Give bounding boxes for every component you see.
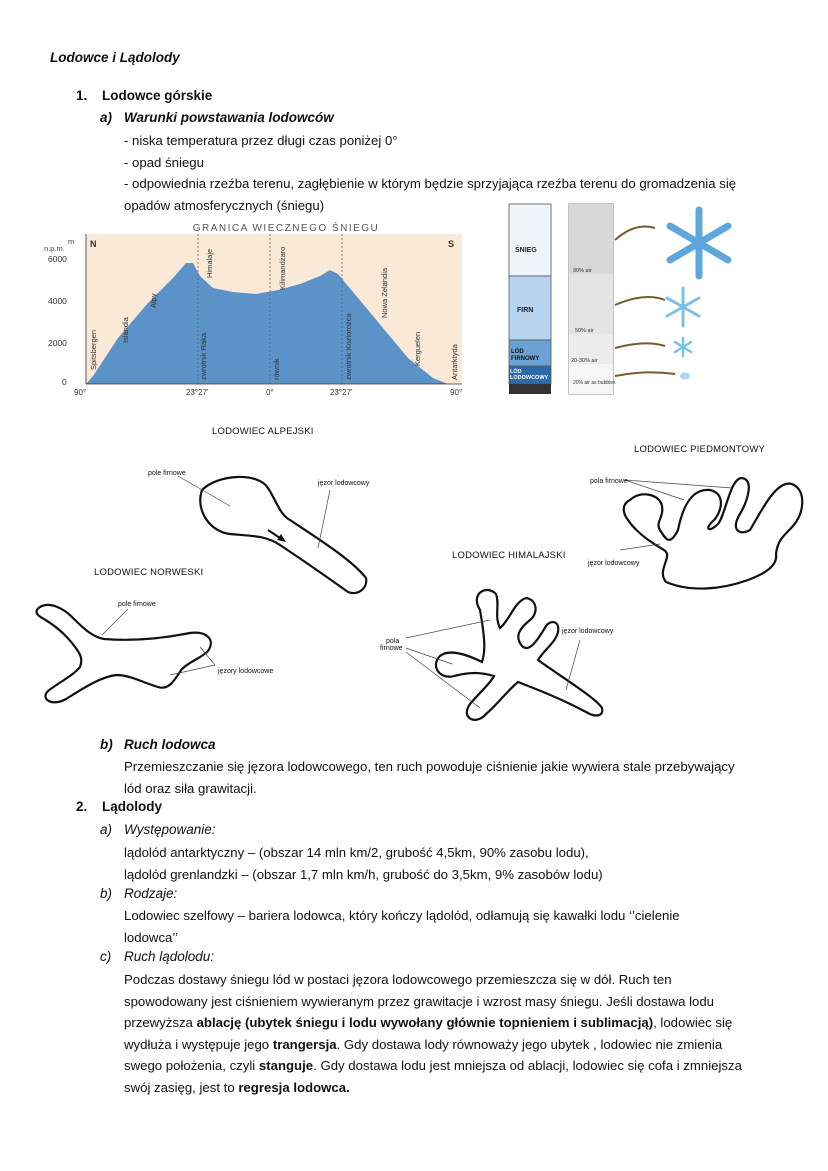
himalayan-glacier-title: LODOWIEC HIMALAJSKI [452, 550, 566, 561]
x-tick: 0° [266, 388, 274, 397]
piedmont-glacier-diagram [600, 470, 820, 600]
place-label: Himalaje [205, 248, 214, 278]
norwegian-tongues-label: jęzory lodowcowe [218, 668, 274, 675]
air-percent: 90% air [573, 268, 592, 274]
subsection-2a-letter: a) [100, 822, 113, 837]
himalayan-firn-fields-label: pola firnowe [380, 638, 403, 652]
place-label: zwrotnik Koziorożca [344, 313, 353, 380]
condition-item: - opad śniegu [124, 154, 204, 170]
himalayan-tongue-label: jęzor lodowcowy [562, 628, 614, 635]
section-1-number: 1. [76, 88, 88, 103]
piedmont-tongue-label: jęzor lodowcowy [588, 560, 640, 567]
types-text: Lodowiec szelfowy – bariera lodowca, który kończy lądolód, odłamują się kawałki lodu ‘’cielenie lodowca’’ [124, 908, 680, 945]
section-1-heading [76, 88, 212, 103]
arrow-icon [615, 227, 655, 241]
condition-item: opadów atmosferycznych (śniegu) [124, 197, 325, 213]
place-label: Islandia [121, 317, 130, 343]
subsection-2b-heading [100, 886, 177, 901]
subsection-2b-title: Rodzaje: [124, 886, 178, 901]
glacier-movement-text: Przemieszczanie się jęzora lodowcowego, ten ruch powoduje ciśnienie jakie wywiera stale przebywający lód oraz siła grawitacji. [124, 759, 735, 796]
y-tick: 4000 [48, 296, 67, 306]
alpine-glacier-title: LODOWIEC ALPEJSKI [212, 426, 314, 437]
section-1-title: Lodowce górskie [102, 88, 213, 103]
south-label: S [448, 239, 455, 249]
layer-label-firn: FIRN [517, 307, 534, 314]
place-label: Kerguelen [413, 331, 422, 366]
subsection-2a-heading [100, 822, 216, 837]
document-title: Lodowce i Lądolody [50, 50, 180, 65]
chart-title: GRANICA WIECZNEGO ŚNIEGU [192, 223, 380, 234]
layer-label-firn-ice: LÓD FIRNOWY [511, 349, 540, 362]
y-tick: 2000 [48, 338, 67, 348]
subsection-1b-letter: b) [100, 737, 113, 752]
arrow-icon [615, 343, 665, 348]
norwegian-glacier-title: LODOWIEC NORWESKI [94, 567, 204, 578]
y-tick: 0 [62, 377, 67, 387]
place-label: Spitsbergen [89, 329, 98, 370]
piedmont-firn-fields-label: pola firnowe [590, 478, 628, 485]
himalayan-glacier-diagram [390, 580, 620, 740]
subsection-1a-title: Warunki powstawania lodowców [124, 110, 334, 125]
place-label: Nowa Zelandia [380, 267, 389, 318]
x-tick: 23°27' [186, 388, 209, 397]
subsection-1b-title: Ruch lodowca [124, 737, 216, 752]
condition-item: - odpowiednia rzeźba terenu, zagłębienie w którym będzie sprzyjająca rzeźba terenu do gromadzenia się [124, 176, 737, 191]
ice-grain-icon [680, 373, 690, 380]
subsection-1a-heading [100, 110, 334, 125]
condition-item: - niska temperatura przez długi czas poniżej 0° [124, 133, 398, 148]
subsection-2c-heading [100, 949, 214, 964]
subsection-2b-letter: b) [100, 886, 113, 901]
place-label: Alpy [149, 293, 158, 308]
subsection-1a-letter: a) [100, 110, 113, 125]
subsection-2c-letter: c) [100, 949, 112, 964]
subsection-2c-title: Ruch lądolodu: [124, 949, 215, 964]
x-tick: 23°27' [330, 388, 353, 397]
arrow-icon [615, 297, 665, 305]
norwegian-glacier-diagram [30, 595, 250, 715]
ice-sheet-movement-text: Podczas dostawy śniegu lód w postaci jęzora lodowcowego przemieszcza się w dół. Ruch ten spowodowany jest ciśnieniem wywieranym przez grawitacje i wzrost masy śniegu. Jeśli dostawa lodu przewyższa ablację (ubytek śniegu i lodu wywołany głównie topnieniem i sublimacją), lodowiec się wydłuża i występuje jego trangersja. Gdy dostawa lody równoważy jego ubytek , lodowiec nie zmienia swego położenia, czyli stanguje. Gdy dostawa lodu jest mniejsza od ablacji, lodowiec się cofa i zmniejsza swój zasięg, jest to regresja lodowca. [124, 972, 742, 1095]
alpine-tongue-label: jęzor lodowcowy [318, 480, 370, 487]
section-2-number: 2. [76, 799, 88, 814]
layer-label-glacier-ice: LÓD LODOWCOWY [510, 369, 549, 381]
snowline-chart [38, 218, 478, 400]
north-label: N [90, 239, 97, 249]
norwegian-firn-field-label: pole firnowe [118, 601, 156, 608]
snowflake-icon [670, 210, 728, 276]
air-percent: 20% air as bubbles [573, 380, 616, 386]
place-label: zwrotnik Raka [199, 332, 208, 380]
section-2-title: Lądolody [102, 799, 162, 814]
layer-label-snow: ŚNIEG [515, 247, 537, 254]
subsection-2a-title: Występowanie: [124, 822, 216, 837]
place-label: równik [272, 358, 281, 380]
y-tick: 6000 [48, 254, 67, 264]
section-2-heading [76, 799, 162, 814]
x-tick: 90° [74, 388, 87, 397]
small-crystal-icon [675, 338, 691, 356]
arrow-icon [615, 372, 675, 376]
place-label: Antarktyda [450, 344, 459, 380]
subsection-1b-heading [100, 737, 216, 752]
piedmont-glacier-title: LODOWIEC PIEDMONTOWY [634, 444, 766, 455]
air-percent: 20-30% air [571, 358, 598, 364]
y-unit-top: m [68, 237, 75, 246]
place-label: Kilimandżaro [278, 246, 287, 290]
y-unit: n.p.m. [44, 244, 65, 253]
occurrence-text: lądolód antarktyczny – (obszar 14 mln km/2, grubość 4,5km, 90% zasobu lodu), lądolód grenlandzki – (obszar 1,7 mln km/h, grubość do 3,5km, 9% zasobów lodu) [124, 845, 603, 882]
firn-diagram [505, 200, 745, 398]
alpine-firn-field-label: pole firnowe [148, 470, 186, 477]
star-crystal-icon [667, 288, 699, 326]
x-tick: 90° [450, 388, 463, 397]
air-percent: 50% air [575, 328, 594, 334]
